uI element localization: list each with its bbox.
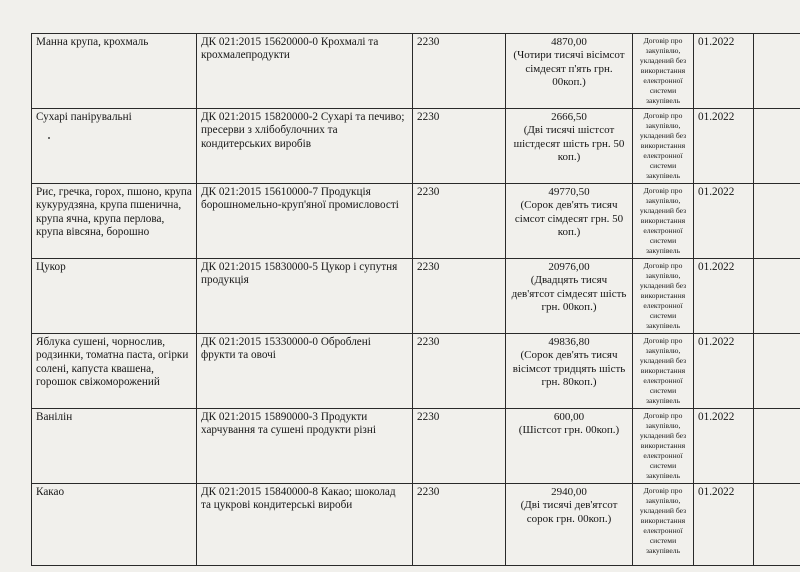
cpv-code: ДК 021:2015 15840000-8 Какао; шоколад та цукрові кондитерські вироби [197,484,413,566]
amount-in-words: (Сорок дев'ять тисяч вісімсот тридцять шість грн. 80коп.) [512,349,626,389]
procurement-procedure: Договір про закупівлю, укладений без використання електронної системи закупівель [633,334,694,409]
note-cell [754,409,800,484]
start-date: 01.2022 [694,334,754,409]
start-date: 01.2022 [694,184,754,259]
item-name: Манна крупа, крохмаль [32,34,197,109]
table-row [32,109,800,184]
expected-cost [506,484,633,566]
item-name: Какао [32,484,197,566]
cpv-code: ДК 021:2015 15330000-0 Оброблені фрукти та овочі [197,334,413,409]
kekv-code: 2230 [413,259,506,334]
amount-value: 20976,00 [548,261,590,273]
procurement-procedure: Договір про закупівлю, укладений без використання електронної системи закупівель [633,259,694,334]
cpv-code: ДК 021:2015 15620000-0 Крохмалі та крохмалепродукти [197,34,413,109]
cpv-code: ДК 021:2015 15830000-5 Цукор і супутня продукція [197,259,413,334]
item-name: Сухарі панірувальні [32,109,197,184]
procurement-procedure: Договір про закупівлю, укладений без використання електронної системи закупівель [633,34,694,109]
expected-cost [506,259,633,334]
item-name: Ванілін [32,409,197,484]
amount-value: 600,00 [553,411,585,423]
note-cell [754,34,800,109]
kekv-code: 2230 [413,184,506,259]
amount-in-words: (Чотири тисячі вісімсот сімдесят п'ять грн. 00коп.) [513,49,625,89]
amount-value: 4870,00 [551,36,587,48]
start-date: 01.2022 [694,409,754,484]
item-name: Рис, гречка, горох, пшоно, крупа кукурудзяна, крупа пшенична, крупа ячна, крупа перлова, крупа вівсяна, борошно [32,184,197,259]
amount-in-words: (Дві тисячі дев'ятсот сорок грн. 00коп.) [520,499,618,525]
expected-cost [506,109,633,184]
note-cell [754,184,800,259]
table-row [32,484,800,566]
table-row [32,334,800,409]
expected-cost [506,184,633,259]
note-cell [754,334,800,409]
expected-cost [506,334,633,409]
amount-in-words: (Дві тисячі шістсот шістдесят шість грн. 50 коп.) [513,124,625,164]
kekv-code: 2230 [413,334,506,409]
table-row [32,184,800,259]
table-row [32,34,800,109]
amount-value: 2940,00 [551,486,587,498]
expected-cost [506,34,633,109]
table-row [32,259,800,334]
amount-in-words: (Двадцять тисяч дев'ятсот сімдесят шість грн. 00коп.) [511,274,627,314]
table-row [32,409,800,484]
amount-in-words: (Сорок дев'ять тисяч сімсот сімдесят грн. 50 коп.) [514,199,624,239]
note-cell [754,259,800,334]
kekv-code: 2230 [413,484,506,566]
amount-value: 49836,80 [548,336,590,348]
procurement-procedure: Договір про закупівлю, укладений без використання електронної системи закупівель [633,109,694,184]
start-date: 01.2022 [694,109,754,184]
item-name: Яблука сушені, чорнослив, родзинки, томатна паста, огірки солені, капуста квашена, горошок свіжоморожений [32,334,197,409]
procurement-procedure: Договір про закупівлю, укладений без використання електронної системи закупівель [633,484,694,566]
note-cell [754,484,800,566]
cpv-code: ДК 021:2015 15820000-2 Сухарі та печиво; пресерви з хлібобулочних та кондитерських виробів [197,109,413,184]
kekv-code: 2230 [413,34,506,109]
kekv-code: 2230 [413,109,506,184]
cpv-code: ДК 021:2015 15610000-7 Продукція борошномельно-круп'яної промисловості [197,184,413,259]
amount-value: 2666,50 [551,111,587,123]
item-name: Цукор [32,259,197,334]
start-date: 01.2022 [694,484,754,566]
amount-in-words: (Шістсот грн. 00коп.) [518,424,620,437]
cpv-code: ДК 021:2015 15890000-3 Продукти харчування та сушені продукти різні [197,409,413,484]
amount-value: 49770,50 [548,186,590,198]
procurement-plan-table [31,33,800,566]
expected-cost [506,409,633,484]
procurement-procedure: Договір про закупівлю, укладений без використання електронної системи закупівель [633,409,694,484]
ink-speck [48,137,50,139]
procurement-procedure: Договір про закупівлю, укладений без використання електронної системи закупівель [633,184,694,259]
note-cell [754,109,800,184]
start-date: 01.2022 [694,259,754,334]
start-date: 01.2022 [694,34,754,109]
kekv-code: 2230 [413,409,506,484]
